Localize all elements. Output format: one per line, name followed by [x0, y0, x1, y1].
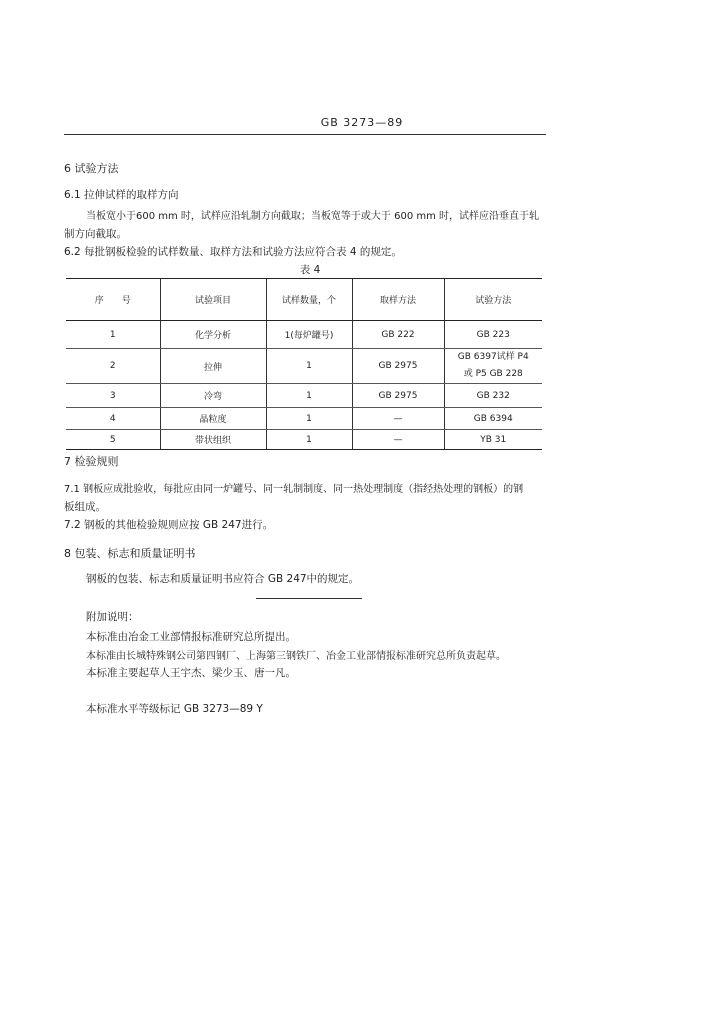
table-row — [66, 430, 542, 450]
cell-method-line1: GB 6397试样 P4 — [457, 352, 529, 362]
notes-line1: 本标准由冶金工业部情报标准研究总所提出。 — [86, 631, 296, 643]
grade-mark: 本标准水平等级标记 GB 3273—89 Y — [86, 703, 263, 715]
cell-method-line2: 或 P5 GB 228 — [463, 369, 523, 379]
cell-sampling: — — [352, 408, 444, 430]
clause-6-1-title: 6.1 拉伸试样的取样方向 — [64, 189, 179, 201]
table-4-caption: 表 4 — [299, 264, 321, 276]
cell-sampling: GB 2975 — [352, 349, 444, 384]
cell-qty: 1(每炉罐号) — [266, 321, 352, 349]
cell-sampling: — — [352, 430, 444, 450]
cell-item: 拉伸 — [160, 349, 266, 384]
cell-method: YB 31 — [444, 430, 542, 450]
notes-title: 附加说明： — [86, 611, 139, 623]
header-item: 试验项目 — [160, 279, 266, 321]
cell-qty: 1 — [266, 349, 352, 384]
cell-method: GB 6394 — [444, 408, 542, 430]
cell-sampling: GB 222 — [352, 321, 444, 349]
cell-sampling: GB 2975 — [352, 384, 444, 408]
table-row — [66, 408, 542, 430]
cell-qty: 1 — [266, 430, 352, 450]
cell-qty: 1 — [266, 384, 352, 408]
section-8-body: 钢板的包装、标志和质量证明书应符合 GB 247中的规定。 — [86, 573, 360, 585]
cell-no: 2 — [66, 349, 160, 384]
table-header-row — [66, 279, 542, 321]
clause-7-1-line2: 板组成。 — [64, 501, 106, 513]
section-7-heading: 7 检验规则 — [64, 455, 119, 468]
header-sampling: 取样方法 — [352, 279, 444, 321]
end-rule — [256, 598, 362, 599]
table-4 — [66, 278, 542, 450]
cell-no: 4 — [66, 408, 160, 430]
clause-6-1-body-line2: 制方向截取。 — [64, 228, 127, 240]
clause-7-2: 7.2 钢板的其他检验规则应按 GB 247进行。 — [64, 519, 274, 531]
cell-no: 5 — [66, 430, 160, 450]
header-method: 试验方法 — [444, 279, 542, 321]
cell-method — [444, 349, 542, 384]
clause-6-1-body-line1: 当板宽小于600 mm 时，试样应沿轧制方向截取；当板宽等于或大于 600 mm 时，试样应沿垂直于轧 — [86, 211, 540, 222]
standard-code-header: GB 3273—89 — [320, 116, 404, 129]
clause-6-2: 6.2 每批钢板检验的试样数量、取样方法和试验方法应符合表 4 的规定。 — [64, 246, 402, 258]
cell-no: 3 — [66, 384, 160, 408]
cell-item: 冷弯 — [160, 384, 266, 408]
cell-no: 1 — [66, 321, 160, 349]
cell-method: GB 223 — [444, 321, 542, 349]
cell-item: 带状组织 — [160, 430, 266, 450]
section-8-heading: 8 包装、标志和质量证明书 — [64, 547, 196, 560]
clause-7-1-line1: 7.1 钢板应成批验收，每批应由同一炉罐号、同一轧制制度、同一热处理制度（指经热处理的钢板）的钢 — [64, 484, 524, 495]
cell-qty: 1 — [266, 408, 352, 430]
header-rule — [64, 134, 546, 135]
header-qty: 试样数量，个 — [266, 279, 352, 321]
table-row — [66, 384, 542, 408]
cell-method: GB 232 — [444, 384, 542, 408]
notes-line3: 本标准主要起草人王宇杰、梁少玉、唐一凡。 — [86, 667, 296, 679]
header-no: 序 号 — [66, 279, 160, 321]
table-row — [66, 321, 542, 349]
cell-item: 化学分析 — [160, 321, 266, 349]
cell-item: 晶粒度 — [160, 408, 266, 430]
table-row — [66, 349, 542, 384]
section-6-heading: 6 试验方法 — [64, 162, 119, 175]
notes-line2: 本标准由长城特殊钢公司第四钢厂、上海第三钢铁厂、冶金工业部情报标准研究总所负责起草。 — [86, 651, 506, 662]
